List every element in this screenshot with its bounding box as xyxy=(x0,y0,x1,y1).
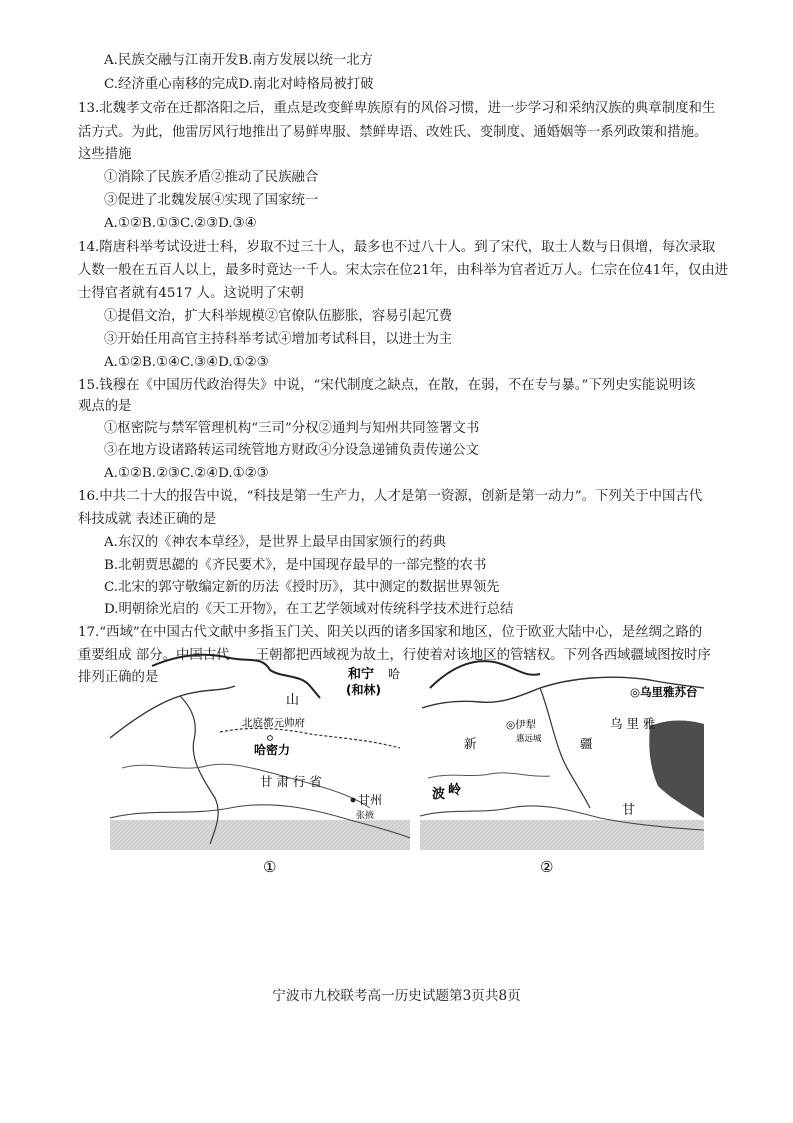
map-2-label-bo: 波 xyxy=(432,787,446,802)
q16-option-b: B.北朝贾思勰的《齐民要术》，是中国现存最早的一部完整的农书 xyxy=(104,558,487,573)
map-1-border-1 xyxy=(110,686,235,738)
map-2-label-xin: 新 xyxy=(464,736,477,751)
map-2-label-wuli: 乌 里 雅 xyxy=(610,716,656,731)
map-2-label-yili: ◎伊犁 xyxy=(506,719,537,731)
map-2-label-huiyuan: 惠远城 xyxy=(516,734,542,744)
q14-statement-2: ③开始任用高官主持科举考试④增加考试科目，以进士为主 xyxy=(104,332,453,347)
map-2-bottom-hatch xyxy=(420,820,704,850)
q17-stem-line-1: 17.“西域”在中国古代文献中多指玉门关、阳关以西的诸多国家和地区，位于欧亚大陆中心，是丝绸之路的 xyxy=(78,625,703,640)
q16-stem-line-1: 16.中共二十大的报告中说，“科技是第一生产力，人才是第一资源，创新是第一动力”。下列关于中国古代 xyxy=(78,489,703,504)
map-2-coast xyxy=(430,661,540,688)
map-1-label-beiting: 北庭都元帅府 xyxy=(242,717,305,729)
q17-stem-line-3: 排列正确的是 xyxy=(78,670,159,685)
map-1-ganzhou-dot xyxy=(351,798,356,803)
q13-stem-line-1: 13.北魏孝文帝在迁都洛阳之后，重点是改变鲜卑族原有的风俗习惯，进一步学习和采纳汉族的典章制度和生 xyxy=(78,101,716,116)
q15-statement-1: ①枢密院与禁军管理机构“三司”分权②通判与知州共同签署文书 xyxy=(104,421,480,436)
map-1-label-helin: (和林) xyxy=(346,683,381,697)
q12-option-cd: C.经济重心南移的完成D.南北对峙格局被打破 xyxy=(104,77,374,92)
map-1-coast xyxy=(152,655,320,698)
q15-options: A.①②B.②③C.②④D.①②③ xyxy=(104,466,269,481)
map-1-label-gansu: 甘 肃 行 省 xyxy=(260,774,322,789)
map-2-label-gan: 甘 xyxy=(622,803,636,818)
q16-option-a: A.东汉的《神农本草经》，是世界上最早由国家颁行的药典 xyxy=(104,535,446,550)
map-1-label-ha: 哈 xyxy=(388,667,401,681)
western-regions-maps xyxy=(110,648,710,890)
q14-options: A.①②B.①④C.③④D.①②③ xyxy=(104,355,269,370)
q14-stem-line-1: 14.隋唐科举考试设进士科，岁取不过三十人，最多也不过八十人。到了宋代，取士人数与日俱增，每次录取 xyxy=(78,240,716,255)
q12-option-ab: A.民族交融与江南开发B.南方发展以统一北方 xyxy=(104,53,374,68)
page-footer: 宁波市九校联考高一历史试题第3页共8页 xyxy=(272,988,521,1004)
q14-stem-line-3: 士得官者就有4517 人。这说明了宋朝 xyxy=(78,286,304,301)
map-1-marker: ① xyxy=(263,858,277,876)
q15-stem-line-2: 观点的是 xyxy=(78,399,132,414)
map-2-marker: ② xyxy=(540,858,554,876)
map-1-yuan-western-regions xyxy=(110,655,410,876)
map-1-province-boundary xyxy=(220,728,400,748)
q15-stem-line-1: 15.钱穆在《中国历代政治得失》中说，“宋代制度之缺点，在散，在弱，不在专与暴。”下列史实能说明该 xyxy=(78,378,696,393)
map-2-river xyxy=(428,773,550,778)
map-1-river xyxy=(122,764,370,808)
map-1-label-shan: 山 xyxy=(286,693,300,708)
q17-stem-line-2-tail: 王朝都把西域视为故土，行使着对该地区的管辖权。下列各西域疆域图按时序 xyxy=(255,648,711,663)
q13-options: A.①②B.①③C.②③D.③④ xyxy=(104,216,257,231)
q13-stem-line-2: 活方式。为此，他雷厉风行地推出了易鲜卑服、禁鲜卑语、改姓氏、变制度、通婚姻等一系列政策和措施。 xyxy=(78,125,708,140)
q14-stem-line-2: 人数一般在五百人以上，最多时竟达一千人。宋太宗在位21年，由科举为官者近万人。仁宗在位41年，仅由进 xyxy=(78,263,729,278)
map-1-label-hamili: 哈密力 xyxy=(254,743,291,757)
q15-statement-2: ③在地方设诸路转运司统管地方财政④分设急递铺负责传递公文 xyxy=(104,443,479,458)
map-2-label-wulisu: ◎乌里雅苏台 xyxy=(630,685,698,699)
map-2-label-jiang: 疆 xyxy=(580,736,593,751)
map-1-label-hening: 和宁 xyxy=(348,667,375,682)
map-2-qing-western-regions xyxy=(420,661,704,876)
q17-stem-line-2-head: 重要组成 部分。中国古代 xyxy=(78,648,230,663)
map-1-bottom-hatch xyxy=(110,820,410,850)
map-2-dark-region xyxy=(649,721,704,819)
q13-stem-line-3: 这些措施 xyxy=(78,147,132,162)
q16-option-d: D.明朝徐光启的《天工开物》，在工艺学领域对传统科学技术进行总结 xyxy=(104,602,514,617)
q16-option-c: C.北宋的郭守敬编定新的历法《授时历》，其中测定的数据世界领先 xyxy=(104,580,500,595)
map-1-hamili-dot xyxy=(268,736,273,741)
q13-statement-1: ①消除了民族矛盾②推动了民族融合 xyxy=(104,170,319,185)
q13-statement-2: ③促进了北魏发展④实现了国家统一 xyxy=(104,193,319,208)
map-1-label-ganzhou: 甘州 xyxy=(358,793,383,807)
map-2-label-ling: 岭 xyxy=(448,783,462,798)
map-1-label-zhangye: 张掖 xyxy=(356,811,375,821)
q16-stem-line-2: 科技成就 表述正确的是 xyxy=(78,512,217,527)
q14-statement-1: ①提倡文治，扩大科举规模②官僚队伍膨胀，容易引起冗费 xyxy=(104,309,453,324)
